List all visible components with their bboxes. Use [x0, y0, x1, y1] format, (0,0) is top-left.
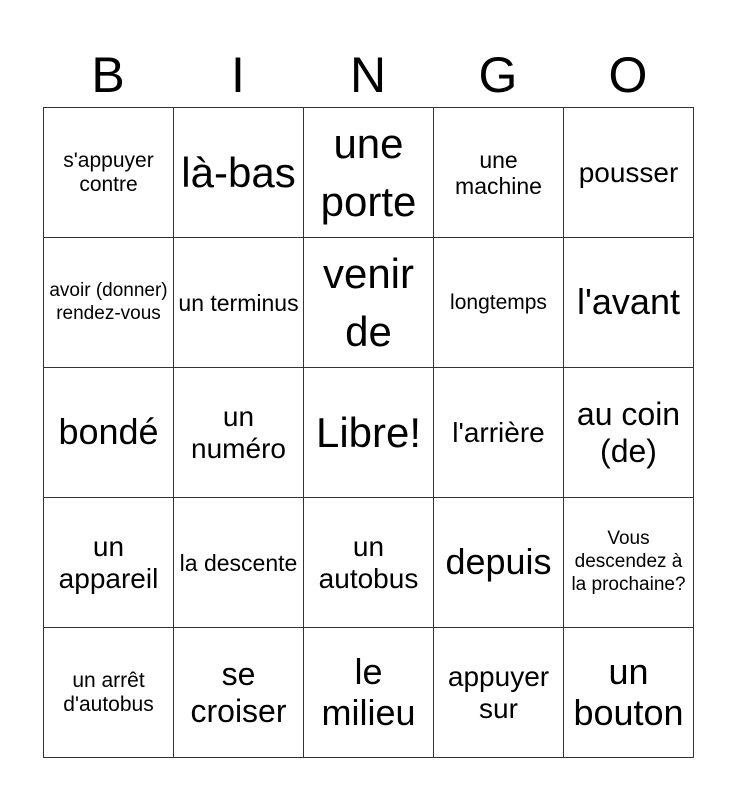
bingo-cell[interactable]: s'appuyer contre: [44, 108, 174, 238]
bingo-cell[interactable]: la descente: [174, 498, 304, 628]
bingo-cell[interactable]: venir de: [304, 238, 434, 368]
bingo-cell[interactable]: Vous descendez à la prochaine?: [564, 498, 694, 628]
header-letter-b: B: [91, 47, 125, 103]
header-letter-g: G: [478, 47, 518, 103]
bingo-cell-free[interactable]: Libre!: [304, 368, 434, 498]
bingo-cell[interactable]: longtemps: [434, 238, 564, 368]
header-letter-i: I: [231, 47, 245, 103]
bingo-cell[interactable]: bondé: [44, 368, 174, 498]
bingo-grid: [43, 107, 694, 758]
bingo-cell[interactable]: avoir (donner) rendez-vous: [44, 238, 174, 368]
bingo-cell[interactable]: au coin (de): [564, 368, 694, 498]
bingo-header: [43, 44, 693, 106]
bingo-cell[interactable]: l'arrière: [434, 368, 564, 498]
bingo-cell[interactable]: une machine: [434, 108, 564, 238]
bingo-cell[interactable]: pousser: [564, 108, 694, 238]
bingo-cell[interactable]: un arrêt d'autobus: [44, 628, 174, 758]
bingo-cell[interactable]: appuyer sur: [434, 628, 564, 758]
bingo-cell[interactable]: un autobus: [304, 498, 434, 628]
bingo-cell[interactable]: le milieu: [304, 628, 434, 758]
bingo-cell[interactable]: là-bas: [174, 108, 304, 238]
bingo-cell[interactable]: depuis: [434, 498, 564, 628]
bingo-cell[interactable]: se croiser: [174, 628, 304, 758]
bingo-cell[interactable]: un terminus: [174, 238, 304, 368]
bingo-cell[interactable]: une porte: [304, 108, 434, 238]
bingo-cell[interactable]: un appareil: [44, 498, 174, 628]
bingo-cell[interactable]: un numéro: [174, 368, 304, 498]
bingo-cell[interactable]: un bouton: [564, 628, 694, 758]
header-letter-n: N: [349, 47, 387, 103]
header-letter-o: O: [608, 47, 648, 103]
bingo-cell[interactable]: l'avant: [564, 238, 694, 368]
